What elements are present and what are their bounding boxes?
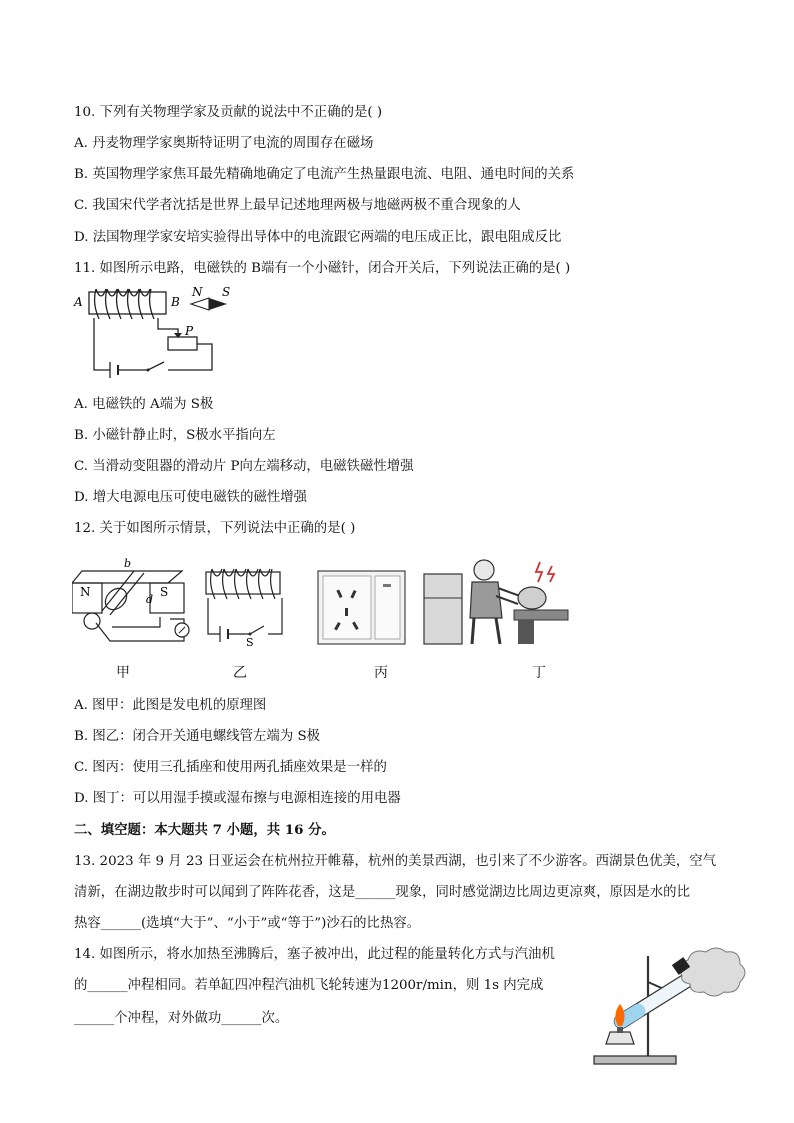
q13-line-3: 热容______(选填“大于”、“小于”或“等于”)沙石的比热容。 [74,916,421,931]
q10-option-c: C. 我国宋代学者沈括是世界上最早记述地理两极与地磁两极不重合现象的人 [74,198,521,213]
label-a: A [74,295,83,309]
table [514,610,568,620]
figure-jia-generator [72,553,196,649]
caption-ding: 丁 [532,665,546,681]
q11-stem: 11. 如图所示电路，电磁铁的 B端有一个小磁针，闭合开关后，下列说法正确的是( ) [74,261,571,276]
figure-bing-socket [317,570,407,646]
person-body [470,582,502,618]
q10-option-d: D. 法国物理学家安培实验得出导体中的电流跟它两端的电压成正比，跟电阻成反比 [74,230,562,245]
compass-needle-n [191,298,209,310]
q10-option-b: B. 英国物理学家焦耳最先精确地确定了电流产生热量跟电流、电阻、通电时间的关系 [74,167,575,182]
q14-line-3: ______个冲程，对外做功______次。 [74,1011,289,1026]
q12-option-d: D. 图丁：可以用湿手摸或湿布擦与电源相连接的用电器 [74,791,401,806]
q12-stem: 12. 关于如图所示情景，下列说法中正确的是( ) [74,521,356,536]
q11-option-d: D. 增大电源电压可使电磁铁的磁性增强 [74,490,308,505]
hand-knob [84,613,100,629]
label-s-pole: S [160,585,169,599]
q11-circuit-diagram [70,284,240,388]
label-n: N [192,285,203,299]
person-head [474,560,494,580]
q12-option-a: A. 图甲：此图是发电机的原理图 [74,698,267,713]
steam-cloud [680,948,745,996]
label-b: B [171,295,180,309]
q12-option-c: C. 图丙：使用三孔插座和使用两孔插座效果是一样的 [74,760,387,775]
kettle [518,587,546,609]
alcohol-lamp [606,1032,634,1044]
caption-jia: 甲 [116,665,130,681]
spark-icon [536,562,542,582]
appliance-base [518,620,534,644]
q10-stem: 10. 下列有关物理学家及贡献的说法中不正确的是( ) [74,105,383,120]
caption-yi: 乙 [233,665,247,681]
label-b-point: b [124,557,132,570]
q11-option-c: C. 当滑动变阻器的滑动片 P向左端移动，电磁铁磁性增强 [74,459,414,474]
q10-option-a: A. 丹麦物理学家奥斯特证明了电流的周围存在磁场 [74,136,374,151]
label-switch-s: S [246,636,254,648]
stand-base [594,1056,676,1064]
caption-bing: 丙 [374,665,388,681]
refrigerator [424,574,462,644]
q11-option-b: B. 小磁针静止时，S极水平指向左 [74,428,276,443]
section-heading-fill-in: 二、填空题：本大题共 7 小题，共 16 分。 [74,822,335,838]
label-s: S [222,285,231,299]
label-d-point: d [146,593,154,606]
flame-icon [615,1004,624,1026]
q14-test-tube-figure [586,944,756,1070]
compass-needle-s [209,298,227,310]
label-p: P [185,324,194,338]
figure-yi-solenoid [200,566,290,648]
q12-option-b: B. 图乙：闭合开关通电螺线管左端为 S极 [74,729,321,744]
q13-line-2: 清新，在湖边散步时可以闻到了阵阵花香，这是______现象，同时感觉湖边比周边更凉爽，原因是水的比 [74,885,690,900]
q11-option-a: A. 电磁铁的 A端为 S极 [74,397,214,412]
q13-line-1: 13. 2023 年 9 月 23 日亚运会在杭州拉开帷幕，杭州的美景西湖，也引来了不少游客。西湖景色优美，空气 [74,854,717,869]
rheostat [168,337,197,350]
q14-line-1: 14. 如图所示，将水加热至沸腾后，塞子被冲出，此过程的能量转化方式与汽油机 [74,947,555,962]
figure-ding-electric-shock [422,552,570,650]
q14-line-2: 的______冲程相同。若单缸四冲程汽油机飞轮转速为1200r/min，则 1s 内完成 [74,978,544,993]
label-n-pole: N [80,585,91,599]
switch-pivot [147,369,150,372]
magnet-top-face [72,571,182,583]
